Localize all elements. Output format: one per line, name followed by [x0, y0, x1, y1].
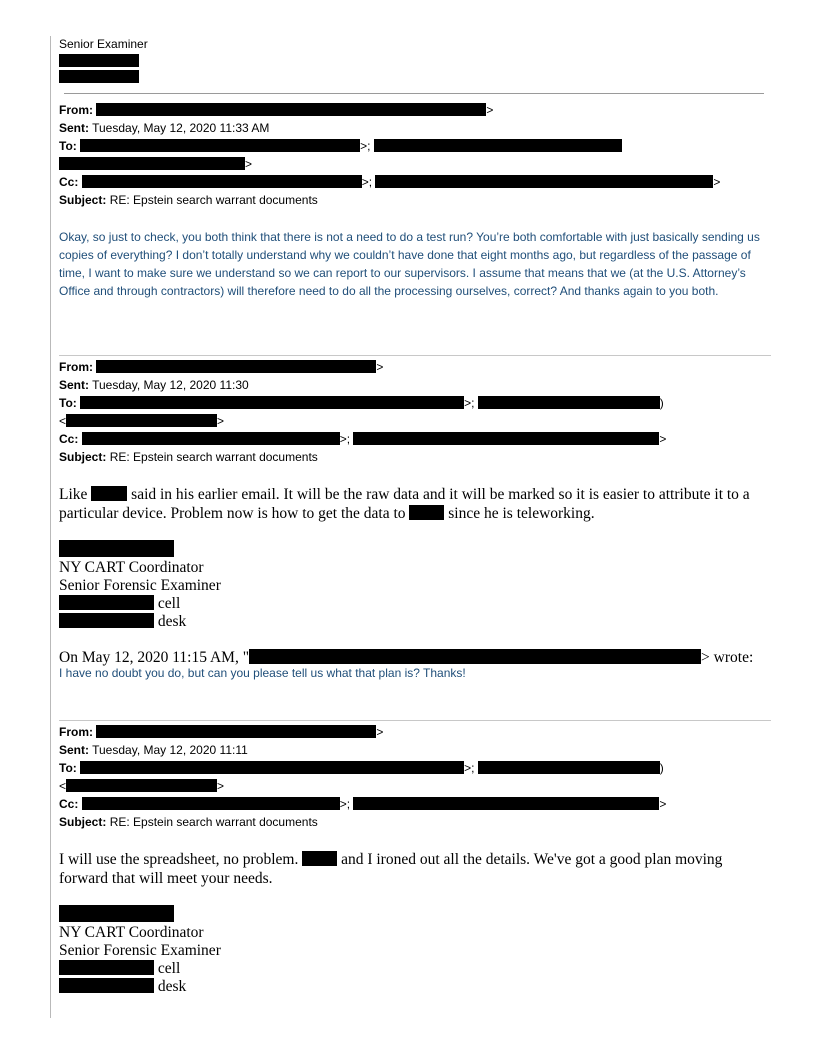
redaction [478, 761, 660, 774]
email-to-line-cont: < > [59, 414, 225, 428]
redaction [66, 414, 217, 427]
redaction [80, 139, 360, 152]
signature-desk: desk [59, 977, 186, 996]
redaction [375, 175, 713, 188]
redaction [59, 157, 245, 170]
redaction [80, 396, 464, 409]
redaction [59, 70, 139, 83]
email-to-line: To: >; [59, 139, 622, 154]
email-body-line: Like said in his earlier email. It will be the raw data and it will be marked so it is easier to attribute it to a [59, 486, 750, 503]
redaction [409, 505, 444, 520]
redaction [353, 797, 659, 810]
redaction [91, 486, 127, 501]
email-sent-line: Sent: Tuesday, May 12, 2020 11:30 [59, 378, 249, 392]
redaction [478, 396, 660, 409]
redaction [374, 139, 622, 152]
email-body-line: forward that will meet your needs. [59, 870, 273, 887]
signature-title: Senior Forensic Examiner [59, 942, 221, 959]
email-subject-line: Subject: RE: Epstein search warrant documents [59, 450, 318, 464]
redaction [96, 360, 376, 373]
email-cc-line: Cc: >; > [59, 432, 667, 446]
margin-rule [50, 36, 51, 1018]
email-to-line: To: >; ) [59, 761, 664, 775]
separator [64, 93, 764, 94]
email-body-line: particular device. Problem now is how to get the data to since he is teleworking. [59, 505, 595, 522]
email-to-line-cont: > [59, 157, 252, 172]
separator [59, 720, 771, 721]
redaction [59, 613, 154, 628]
signature-cell: cell [59, 594, 180, 613]
email-sent-line: Sent: Tuesday, May 12, 2020 11:33 AM [59, 121, 270, 135]
redaction [302, 851, 337, 866]
redaction [59, 978, 154, 993]
email-subject-line: Subject: RE: Epstein search warrant documents [59, 815, 318, 829]
separator [59, 355, 771, 356]
redaction [59, 960, 154, 975]
email-body-line: I will use the spreadsheet, no problem. and I ironed out all the details. We've got a good plan moving [59, 851, 723, 868]
redaction [82, 175, 362, 188]
email-subject-line: Subject: RE: Epstein search warrant documents [59, 193, 318, 207]
email-cc-line: Cc: >; > [59, 797, 667, 811]
redaction [249, 649, 701, 664]
redaction [80, 761, 464, 774]
signature-title: Senior Examiner [59, 37, 148, 51]
email-cc-line: Cc: >; > [59, 175, 721, 189]
redaction [59, 540, 174, 557]
email-to-line: To: >; ) [59, 396, 664, 410]
redaction [96, 725, 376, 738]
email-to-line-cont: < > [59, 779, 225, 793]
quote-header: On May 12, 2020 11:15 AM, " > wrote: [59, 649, 754, 666]
redaction [66, 779, 217, 792]
quoted-body: I have no doubt you do, but can you please tell us what that plan is? Thanks! [59, 666, 466, 680]
email-from-line: From: > [59, 725, 384, 739]
signature-cell: cell [59, 959, 180, 978]
redaction [353, 432, 659, 445]
email-body: Okay, so just to check, you both think that there is not a need to do a test run? You’re both comfortable with just basically sending us copies of everything? I don’t totally understand why we couldn’t have done that eight months ago, but regardless of the passage of time, I want to make sure we understand so we can report to our supervisors. I assume that means that we (at the U.S. Attorney’s Office and through contractors) will therefore need to do all the processing ourselves, correct? And thanks again to you both. [59, 230, 760, 298]
redaction [59, 595, 154, 610]
signature-role: NY CART Coordinator [59, 559, 204, 576]
email-from-line: From: > [59, 103, 494, 117]
signature-role: NY CART Coordinator [59, 924, 204, 941]
redaction [59, 905, 174, 922]
signature-desk: desk [59, 612, 186, 631]
signature-title: Senior Forensic Examiner [59, 577, 221, 594]
email-sent-line: Sent: Tuesday, May 12, 2020 11:11 [59, 743, 248, 757]
email-from-line: From: > [59, 360, 384, 374]
redaction [59, 54, 139, 67]
redaction [96, 103, 486, 116]
redaction [82, 797, 340, 810]
redaction [82, 432, 340, 445]
